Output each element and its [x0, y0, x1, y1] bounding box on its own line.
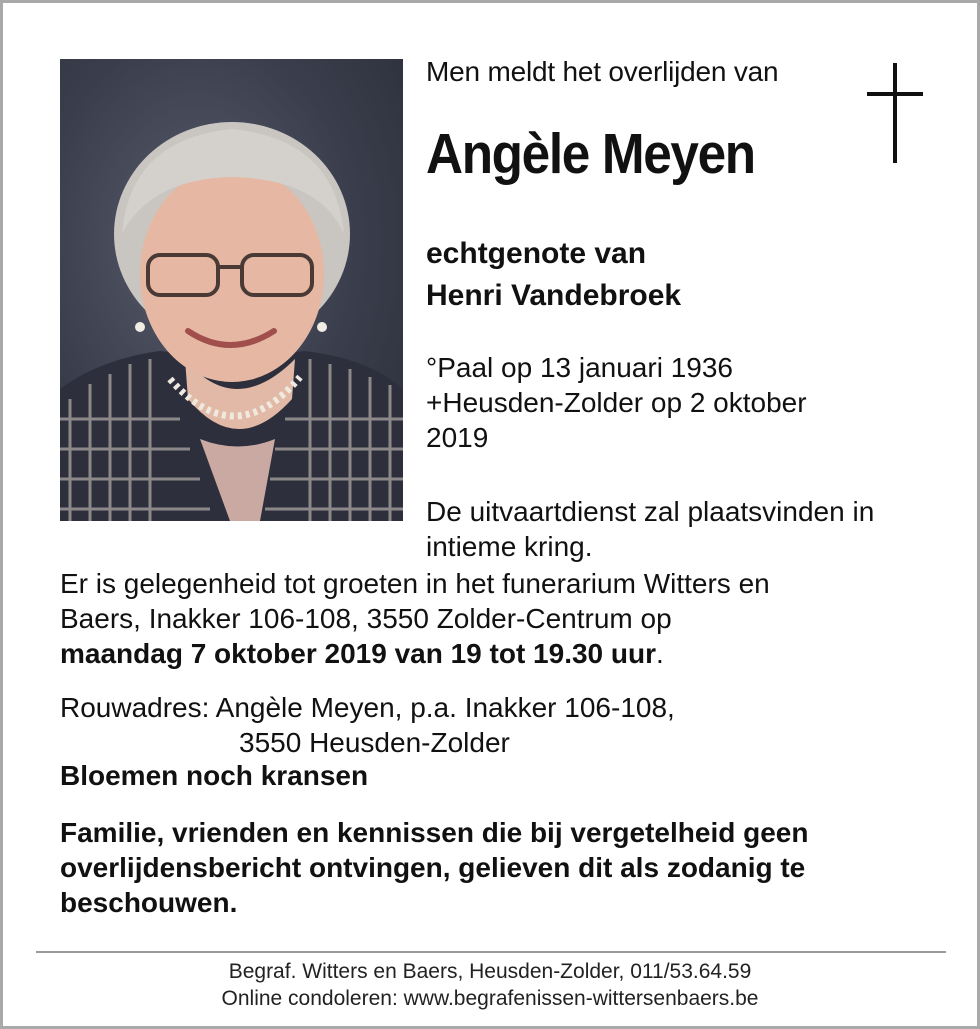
birth-line: °Paal op 13 januari 1936	[426, 352, 733, 383]
family-line-2: overlijdensbericht ontvingen, gelieven dit als zodanig te	[60, 852, 806, 883]
address-line-2: 3550 Heusden-Zolder	[239, 727, 510, 758]
service-block	[426, 494, 874, 564]
footer-divider	[36, 951, 946, 953]
condolence-line: Online condoleren: www.begrafenissen-wittersenbaers.be	[221, 987, 759, 1010]
family-line-1: Familie, vrienden en kennissen die bij vergetelheid geen	[60, 817, 809, 848]
visitation-block	[60, 566, 770, 671]
death-line: +Heusden-Zolder op 2 oktober	[426, 387, 807, 418]
family-note	[60, 815, 808, 920]
spouse-block	[426, 233, 681, 317]
address-block	[60, 690, 675, 760]
dates-block	[426, 350, 807, 455]
spouse-name: Henri Vandebroek	[426, 279, 682, 312]
cross-icon	[867, 63, 923, 163]
flowers-note: Bloemen noch kransen	[60, 760, 369, 791]
footer	[3, 958, 977, 1012]
portrait-illustration	[60, 59, 403, 521]
visitation-date-period: .	[656, 638, 664, 669]
deceased-name: Angèle Meyen	[426, 122, 755, 186]
portrait-photo	[60, 59, 403, 521]
intro-text: Men meldt het overlijden van	[426, 56, 779, 87]
family-line-3: beschouwen.	[60, 887, 238, 918]
address-line-1: Rouwadres: Angèle Meyen, p.a. Inakker 106-108,	[60, 692, 675, 723]
service-line-2: intieme kring.	[426, 531, 593, 562]
visitation-line-2: Baers, Inakker 106-108, 3550 Zolder-Centrum op	[60, 603, 672, 634]
service-line-1: De uitvaartdienst zal plaatsvinden in	[426, 496, 875, 527]
visitation-date: maandag 7 oktober 2019 van 19 tot 19.30 uur	[60, 638, 657, 669]
visitation-date-line	[60, 636, 770, 671]
visitation-line-1: Er is gelegenheid tot groeten in het funerarium Witters en	[60, 568, 770, 599]
funeral-home-line: Begraf. Witters en Baers, Heusden-Zolder, 011/53.64.59	[228, 960, 752, 983]
death-year: 2019	[426, 422, 489, 453]
spouse-label: echtgenote van	[426, 237, 647, 270]
